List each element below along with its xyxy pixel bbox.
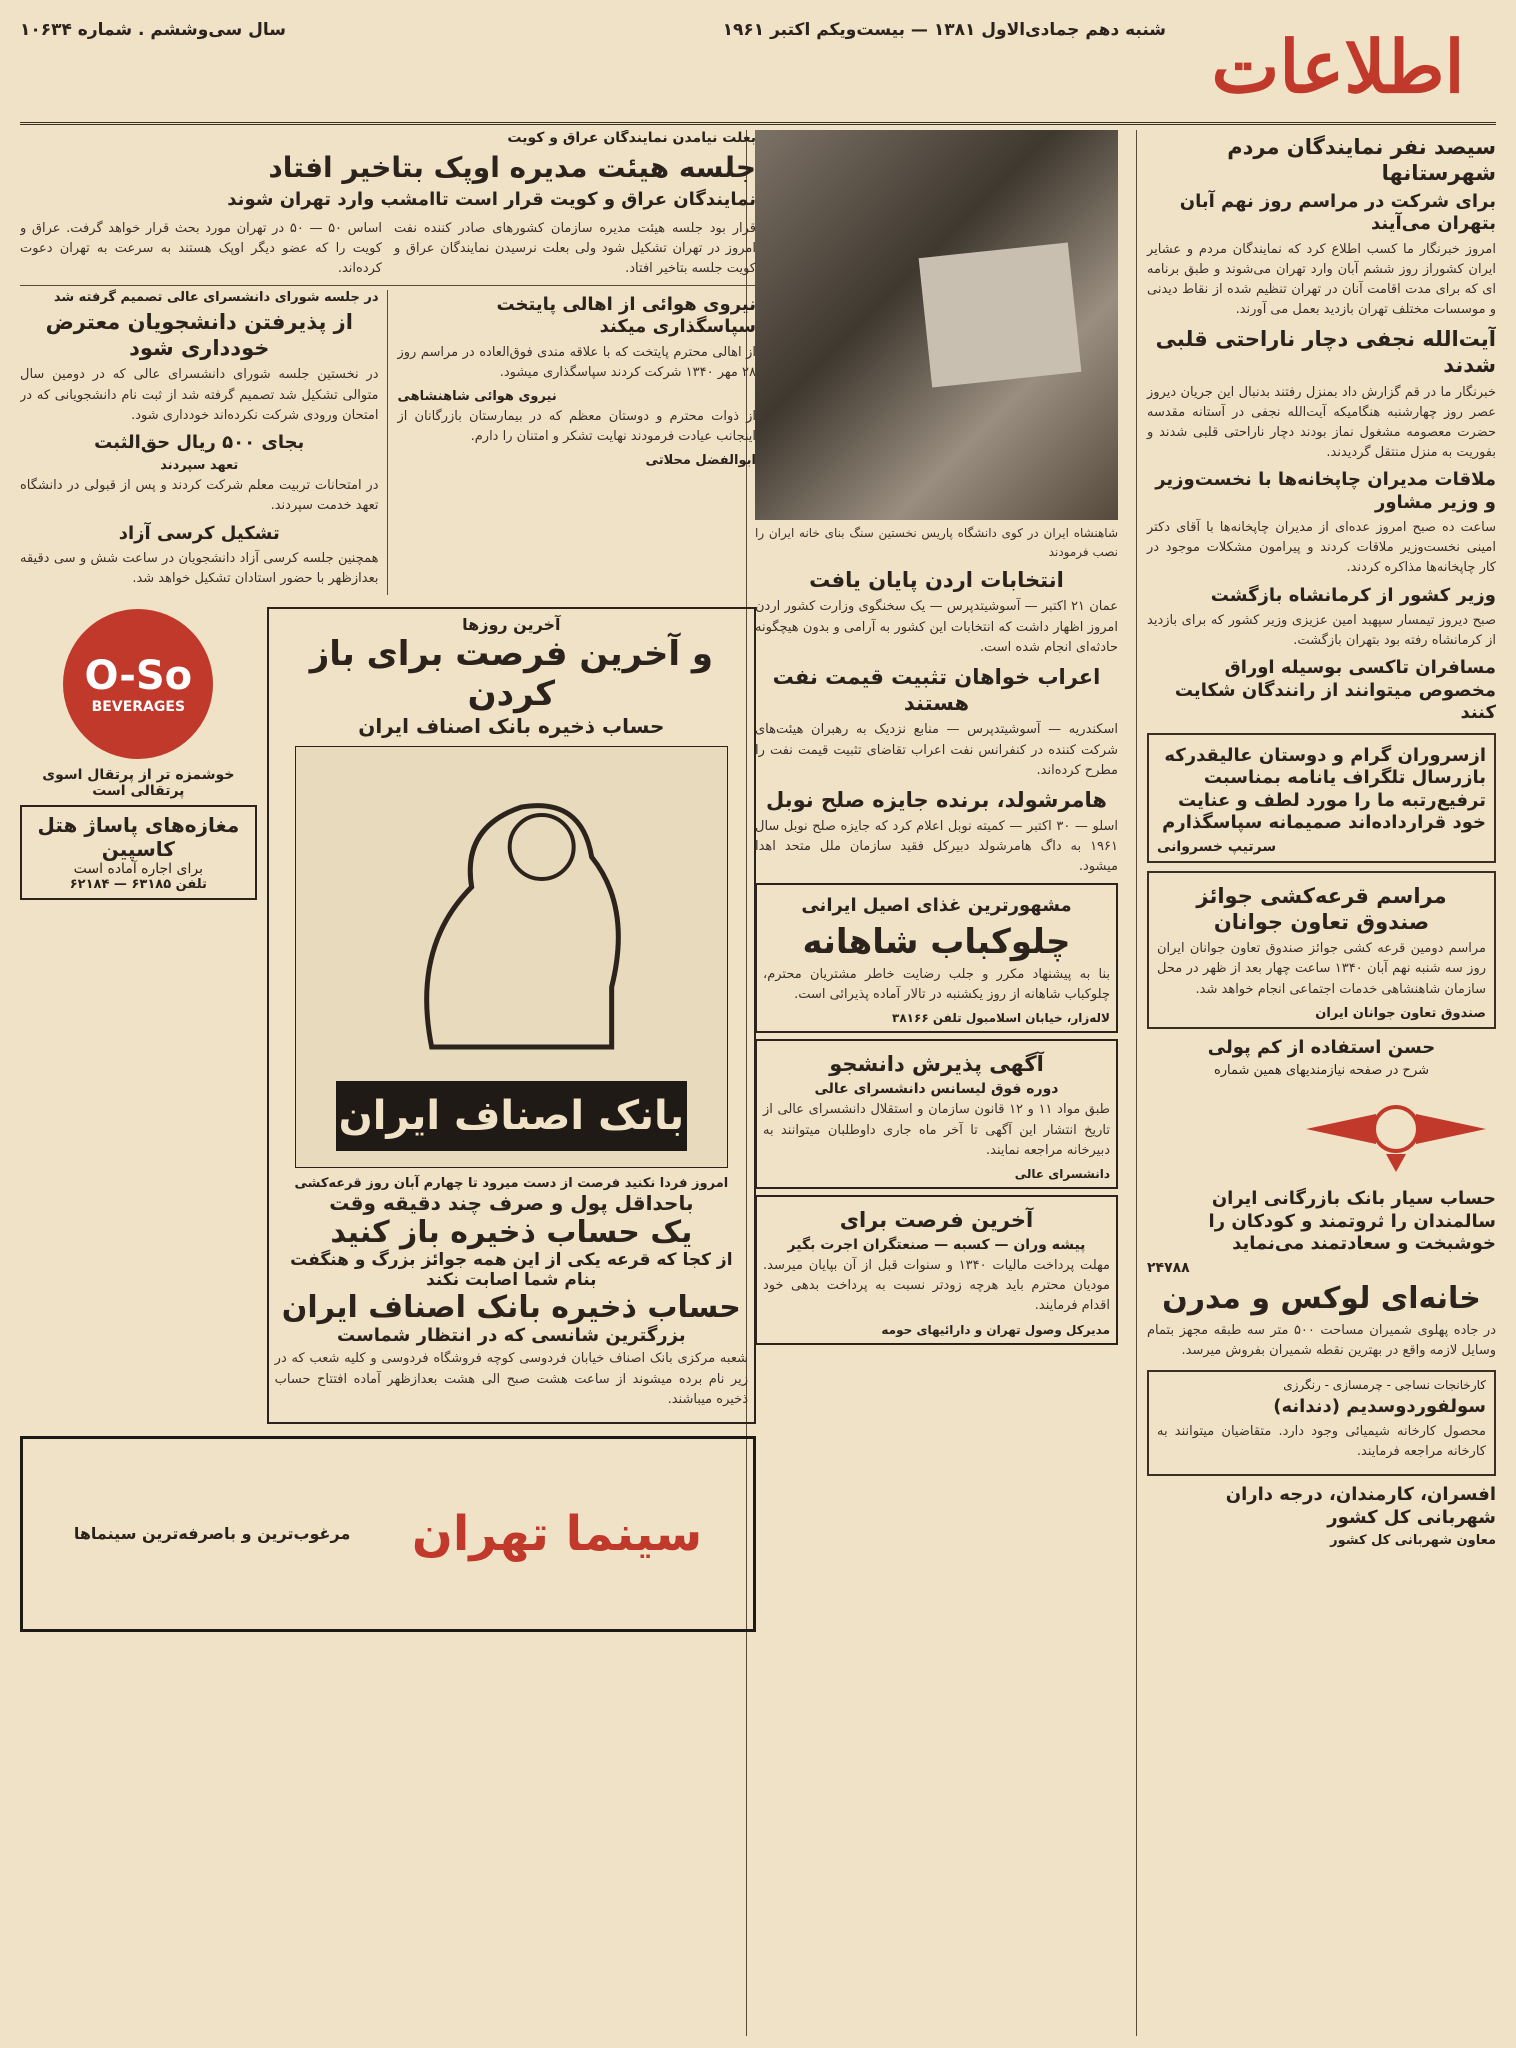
hotel-ad [20, 805, 257, 900]
air-headline: نیروی هوائی از اهالی پایتخت سپاسگذاری میکند [496, 293, 756, 338]
tax-headline: آخرین فرصت برای [839, 1207, 1034, 1232]
article-jordan: عمان ۲۱ اکتبر — آسوشیتدپرس — یک سخنگوی وزارت کشور اردن امروز اظهار داشت که انتخابات این کشور به آرامی و بدون هیچگونه حادثه‌ای انجام شده است. [755, 599, 1118, 655]
admission-signature: دانشسرای عالی [1014, 1166, 1110, 1181]
headline-taxi: مسافران تاکسی بوسیله اوراق مخصوص میتوانند از رانندگان شکایت کنند [1174, 657, 1496, 724]
thanks-signature: ابوالفضل محلاتی [645, 453, 756, 469]
admission-text: طبق مواد ۱۱ و ۱۲ قانون سازمان و استقلال دانشسرای عالی از تاریخ انتشار این آگهی تا آخر ماه جاری داوطلبان میتوانند به دبیرخانه مراجعه نمایند. [763, 1102, 1110, 1158]
officers-headline: افسران، کارمندان، درجه داران شهربانی کل کشور [1225, 1484, 1496, 1528]
chair-headline: تشکیل کرسی آزاد [118, 522, 280, 544]
article-printers: ساعت ده صبح امروز عده‌ای از مدیران چاپخانه‌ها با آقای دکتر امینی نخست‌وزیر ملاقات کردند و پیرامون مشکلات موجود در کار چاپخانه‌ها مذاکره کردند. [1147, 520, 1496, 576]
bank-line-5: حساب ذخیره بانک اصناف ایران [281, 1290, 741, 1326]
bank-nameplate: بانک اصناف ایران [336, 1081, 687, 1151]
lion-icon [296, 747, 727, 1067]
small-ads [20, 601, 257, 1429]
bank-ad [267, 607, 756, 1423]
tax-sub: پیشه وران — کسبه — صنعتگران اجرت بگیر [787, 1237, 1086, 1254]
winged-emblem-icon [1296, 1084, 1496, 1174]
lottery-headline: مراسم قرعه‌کشی جوائز صندوق تعاون جوانان [1196, 883, 1447, 935]
headline-delegates: سیصد نفر نمایندگان مردم شهرستانها [1227, 135, 1496, 186]
bank-line-6: بزرگترین شانسی که در انتظار شماست [337, 1325, 686, 1347]
masthead [20, 10, 1496, 125]
left-inner-left [20, 290, 388, 595]
opec-story [20, 130, 756, 285]
oso-caption: خوشمزه تر از پرتقال اسوی پرتقالی است [42, 767, 235, 800]
notice-signature: سرتیپ خسروانی [1157, 838, 1277, 855]
bank-headline: و آخرین فرصت برای باز کردن [309, 634, 713, 715]
admission-ad [755, 1039, 1118, 1189]
headline-minister: وزیر کشور از کرمانشاه بازگشت [1210, 584, 1496, 606]
teacher-headline: بجای ۵۰۰ ریال حق‌الثبت [94, 431, 305, 453]
admission-headline: آگهی پذیرش دانشجو [829, 1052, 1044, 1077]
article-nobel: اسلو — ۳۰ اکتبر — کمیته نوبل اعلام کرد که جایزه صلح نوبل سال ۱۹۶۱ به داگ هامرشولد دبیرکل فقید سازمان ملل متحد اهدا میشود. [755, 819, 1118, 875]
photo-caption: شاهنشاه ایران در کوی دانشگاه پاریس نخستین سنگ بنای خانه ایران را نصب فرمودند [755, 526, 1118, 559]
kebab-ad [755, 883, 1118, 1033]
headline-najafi: آیت‌الله نجفی دچار ناراحتی قلبی شدند [1155, 327, 1496, 378]
oso-logo [63, 609, 213, 759]
article-oil: اسکندریه — آسوشیتدپرس — منابع نزدیک به رهبران هیئت‌های شرکت کننده در کنفرانس نفت اعراب تقاضای تثبیت قیمت نفت را مطرح کرده‌اند. [755, 722, 1118, 778]
subhead-delegates: برای شرکت در مراسم روز نهم آبان بتهران می‌آیند [1179, 190, 1496, 234]
middle-column [746, 130, 1126, 2036]
council-headline: از پذیرفتن دانشجویان معترض خودداری شود [45, 309, 353, 361]
bank-sub: حساب ذخیره بانک اصناف ایران [358, 714, 665, 739]
headline-jordan: انتخابات اردن پایان یافت [809, 568, 1064, 593]
officers-signature: معاون شهربانی کل کشور [1330, 1533, 1496, 1549]
columns [20, 130, 1496, 2036]
kebab-headline: مشهورترین غذای اصیل ایرانی [801, 895, 1072, 917]
notice-text: ازسروران گرام و دوستان عالیقدرکه بازرسال تلگراف یانامه بمناسبت ترفیع‌رتبه ما را مورد لطف و عنایت خود قرارداده‌اند صمیمانه سپاسگذارم [1162, 744, 1486, 834]
hotel-headline: مغازه‌های پاساژ هتل کاسپین [37, 813, 240, 862]
headline-printers: ملاقات مدیران چاپخانه‌ها با نخست‌وزیر و وزیر مشاور [1155, 469, 1496, 513]
chair-text: همچنین جلسه کرسی آزاد دانشجویان در ساعت شش و سی دقیقه بعدازظهر با حضور استادان تشکیل خواهد شد. [20, 551, 379, 587]
thanks-text: از ذوات محترم و دوستان معظم که در بیمارستان بازرگانان از اینجانب عیادت فرمودند نهایت تشکر و امتنان را دارم. [397, 409, 756, 445]
bank-kicker: آخرین روزها [462, 615, 561, 635]
bank-line-2: باحداقل پول و صرف چند دقیقه وقت [329, 1191, 694, 1216]
council-kicker: در جلسه شورای دانشسرای عالی تصمیم گرفته شد [53, 289, 379, 305]
opec-subhead: نمایندگان عراق و کویت قرار است تاامشب وارد تهران شوند [227, 189, 756, 210]
bank-line-4: از کجا که قرعه یکی از این همه جوائز بزرگ و هنگفت بنام شما اصابت نکند [290, 1250, 733, 1291]
lottery-signature: صندوق تعاون جوانان ایران [1315, 1005, 1486, 1021]
newspaper-logo: اطلاعات [1211, 23, 1465, 109]
dateline [20, 20, 1166, 40]
air-signature: نیروی هوائی شاهنشاهی [397, 389, 557, 405]
oso-beverages: BEVERAGES [91, 699, 186, 716]
news-photo [755, 130, 1118, 520]
cinema-name: سینما تهران [411, 1505, 703, 1562]
headline-oil: اعراب خواهان تثبیت قیمت نفت هستند [772, 664, 1101, 716]
opec-text-1: قرار بود جلسه هیئت مدیره سازمان کشورهای صادر کننده نفت امروز در تهران تشکیل شود ولی بعلت نرسیدن نمایندگان عراق و کویت جلسه بتاخیر افتاد. [394, 220, 756, 276]
bank-line-3: یک حساب ذخیره باز کنید [330, 1215, 693, 1251]
cinema-ad [20, 1436, 756, 1632]
bank-branches: شعبه مرکزی بانک اصناف خیابان فردوسی کوچه فروشگاه فردوسی و کلیه شعب که در زیر نام برده میشوند از ساعت هشت صبح الی هشت بعدازظهر آماده افتتاح حساب ذخیره میباشند. [274, 1351, 748, 1407]
kebab-name: چلوکباب شاهانه [802, 921, 1071, 962]
right-column [1136, 130, 1496, 2036]
thanks-notice [1147, 733, 1496, 863]
issue-date: شنبه دهم جمادی‌الاول ۱۳۸۱ — بیست‌ویکم اکتبر ۱۹۶۱ [722, 20, 1166, 40]
article-delegates: امروز خبرنگار ما کسب اطلاع کرد که نمایندگان مردم و عشایر ایران کشوراز روز ششم آبان وارد تهران می‌شوند و طبق برنامه ای که برای مدت اقامت آنان در تهران تنظیم شده از نقاط دیدنی و موسسات مختلف تهران بازدید بعمل می آورند. [1147, 241, 1496, 317]
lottery-text: مراسم دومین قرعه کشی جوائز صندوق تعاون جوانان ایران روز سه شنبه نهم آبان ۱۳۴۰ ساعت چهار بعد از ظهر در محل سازمان شاهنشاهی خدمات اجتماعی انجام خواهد شد. [1157, 941, 1487, 997]
tax-text: مهلت پرداخت مالیات ۱۳۴۰ و سنوات قبل از آن بپایان میرسد. مودیان محترم باید هرچه زودتر نسبت به پرداخت بدهی خود اقدام فرمایند. [763, 1258, 1111, 1314]
house-headline: خانه‌ای لوکس و مدرن [1162, 1280, 1481, 1316]
lottery-ad [1147, 871, 1496, 1029]
photo-plaque [919, 243, 1082, 388]
left-column [20, 130, 756, 2036]
teacher-text: در امتحانات تربیت معلم شرکت کردند و پس از قبولی در دانشگاه تعهد خدمت سپردند. [20, 478, 379, 514]
hotel-phone: تلفن ۶۳۱۸۵ — ۶۲۱۸۴ [69, 877, 207, 893]
hasan-sub: شرح در صفحه نیازمندیهای همین شماره [1213, 1063, 1430, 1079]
factory-text: محصول کارخانه شیمیائی وجود دارد. متقاضیان میتوانند به کارخانه مراجعه فرمایند. [1157, 1424, 1486, 1460]
savings-headline: حساب سیار بانک بازرگانی ایران سالمندان را ثروتمند و کودکان را خوشبخت و سعادتمند می‌نماید [1208, 1188, 1496, 1255]
hasan-headline: حسن استفاده از کم پولی [1207, 1036, 1436, 1058]
kebab-text: بنا به پیشنهاد مکرر و جلب رضایت خاطر مشتریان محترم، چلوکباب شاهانه از روز یکشنبه در تالار آماده پذیرائی است. [763, 966, 1110, 1003]
issue-volume: سال سی‌وششم . شماره ۱۰۶۳۴ [20, 20, 287, 40]
tax-signature: مدیرکل وصول تهران و دارائیهای حومه [881, 1322, 1110, 1337]
factory-headline: سولفوردوسدیم (دندانه) [1273, 1395, 1486, 1417]
house-text: در جاده پهلوی شمیران مساحت ۵۰۰ متر سه طبقه مجهز بتمام وسایل لازمه واقع در بهترین نقطه شمیران بفروش میرسد. [1147, 1323, 1496, 1359]
oso-brand: O-So [84, 653, 193, 700]
opec-kicker: بعلت نیامدن نمایندگان عراق و کویت [507, 130, 756, 146]
factory-sub: کارخانجات نساجی - چرمسازی - رنگرزی [1283, 1377, 1486, 1392]
hotel-sub: برای اجاره آماده است [73, 861, 203, 878]
kebab-address: لاله‌زار، خیابان اسلامبول تلفن ۳۸۱۶۶ [892, 1011, 1110, 1026]
tax-ad [755, 1195, 1118, 1345]
savings-phone: ۲۴۷۸۸ [1147, 1259, 1190, 1276]
bank-line-1: امروز فردا نکنید فرصت از دست میرود تا چهارم آبان روز قرعه‌کشی [294, 1176, 729, 1192]
opec-text-2: اساس ۵۰ — ۵۰ در تهران مورد بحث قرار خواهد گرفت. عراق و کویت را که عضو دیگر اوپک هستند به سرعت به تهران دعوت کرده‌اند. [20, 220, 383, 276]
left-inner-right [398, 290, 757, 595]
article-minister: صبح دیروز تیمسار سپهبد امین عزیزی وزیر کشور که برای بازدید از کرمانشاه رفته بود بتهران بازگشت. [1147, 613, 1496, 649]
headline-nobel: هامرشولد، برنده جایزه صلح نوبل [766, 787, 1107, 812]
opec-headline: جلسه هیئت مدیره اوپک بتاخیر افتاد [268, 151, 756, 184]
lion-emblem [295, 746, 728, 1168]
air-text: از اهالی محترم پایتخت که با علاقه مندی فوق‌العاده در مراسم روز ۲۸ مهر ۱۳۴۰ شرکت کردند سپاسگذاری میشود. [397, 344, 756, 381]
factory-ad [1147, 1370, 1496, 1477]
article-najafi: خبرنگار ما در قم گزارش داد بمنزل رفتند بدنبال این جریان دیروز عصر روز چهارشنبه هنگامیکه آیت‌الله نجفی در آستانه مقدسه حضرت معصومه مشغول نماز بودند دچار ناراحتی قلبی شدند و بفوریت به منزل منتقل گردیدند. [1147, 384, 1496, 460]
council-text: در نخستین جلسه شورای دانشسرای عالی که در دومین سال متوالی تشکیل شد تصمیم گرفته شد از ثبت نام دانشجویانی که در امتحان ورودی شرکت نکرده‌اند خودداری شود. [20, 367, 379, 423]
teacher-sub: تعهد سپردند [160, 458, 239, 474]
cinema-sub: مرغوب‌ترین و باصرفه‌ترین سینماها [73, 1524, 351, 1544]
admission-sub: دوره فوق لیسانس دانشسرای عالی [814, 1081, 1059, 1098]
